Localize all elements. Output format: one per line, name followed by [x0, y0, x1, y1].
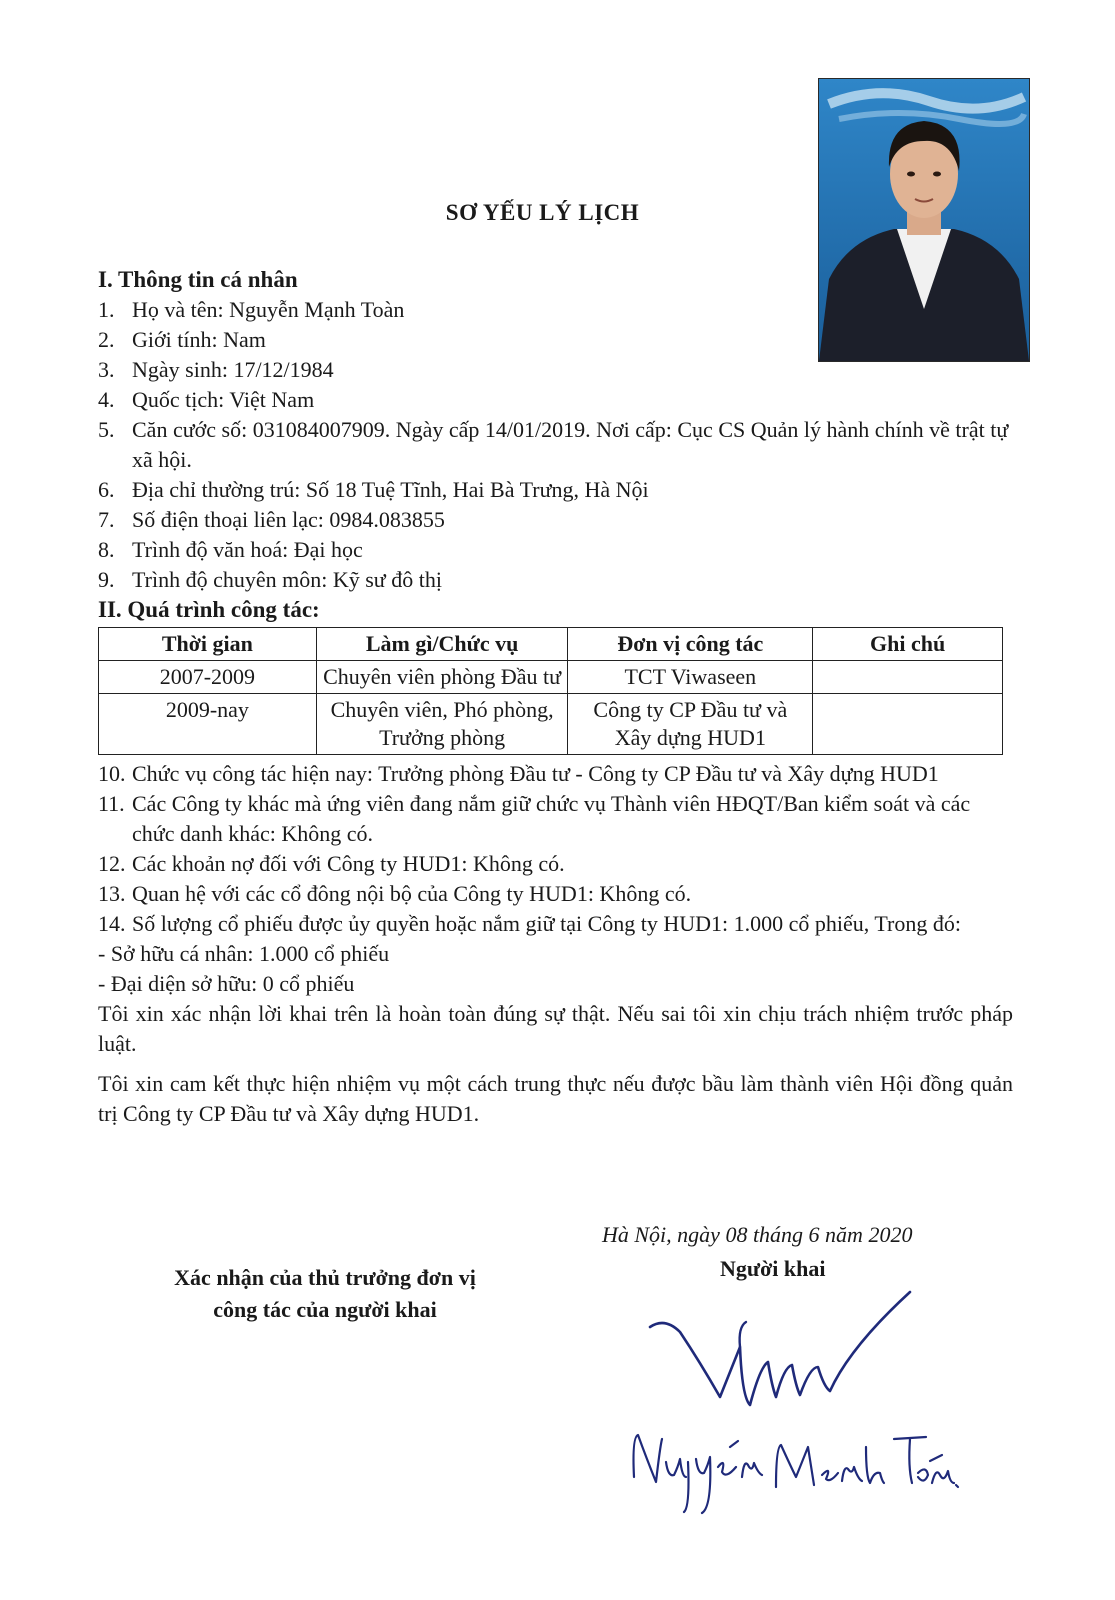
- table-header-row: [99, 628, 1003, 661]
- signature-section: [0, 1222, 1115, 1600]
- list-item: 4. Quốc tịch: Việt Nam: [98, 387, 315, 412]
- list-item: 6. Địa chỉ thường trú: Số 18 Tuệ Tĩnh, Hai Bà Trưng, Hà Nội: [98, 477, 649, 502]
- list-item: 13. Quan hệ với các cổ đông nội bộ của Công ty HUD1: Không có.: [98, 881, 692, 906]
- list-item: 14. Số lượng cổ phiếu được ủy quyền hoặc nắm giữ tại Công ty HUD1: 1.000 cổ phiếu, Trong đó:: [98, 911, 961, 936]
- list-item: 8. Trình độ văn hoá: Đại học: [98, 537, 363, 562]
- section-heading-work: II. Quá trình công tác:: [98, 597, 320, 622]
- declaration-paragraph: Tôi xin xác nhận lời khai trên là hoàn toàn đúng sự thật. Nếu sai tôi xin chịu trách nhiệm trước pháp luật.: [98, 1001, 1013, 1056]
- list-item: 3. Ngày sinh: 17/12/1984: [98, 357, 334, 382]
- list-item: 7. Số điện thoại liên lạc: 0984.083855: [98, 507, 445, 532]
- table-cell: 2009-nay: [99, 694, 317, 755]
- column-header: Đơn vị công tác: [568, 628, 813, 661]
- table-cell: 2007-2009: [99, 661, 317, 694]
- table-cell: Chuyên viên phòng Đầu tư: [316, 661, 568, 694]
- table-row: [99, 694, 1003, 755]
- confirmation-label: Xác nhận của thủ trưởng đơn vị công tác của người khai: [174, 1265, 476, 1322]
- table-cell: Công ty CP Đầu tư và Xây dựng HUD1: [568, 694, 813, 755]
- document-body: [98, 265, 1013, 1129]
- list-item: 1. Họ và tên: Nguyễn Mạnh Toàn: [98, 295, 1013, 325]
- column-header: Thời gian: [99, 628, 317, 661]
- section-heading-personal: I. Thông tin cá nhân: [98, 267, 298, 292]
- table-cell: TCT Viwaseen: [568, 661, 813, 694]
- table-row: [99, 661, 1003, 694]
- column-header: Làm gì/Chức vụ: [316, 628, 568, 661]
- document-title: SƠ YẾU LÝ LỊCH: [445, 200, 640, 225]
- list-item: 11. Các Công ty khác mà ứng viên đang nắm giữ chức vụ Thành viên HĐQT/Ban kiểm soát và các chức danh khác: Không có.: [98, 791, 971, 846]
- table-cell: [813, 661, 1003, 694]
- handwritten-name: [626, 1417, 966, 1517]
- full-name: Họ và tên: Nguyễn Mạnh Toàn: [132, 297, 405, 322]
- list-item: 10. Chức vụ công tác hiện nay: Trưởng phòng Đầu tư - Công ty CP Đầu tư và Xây dựng HUD1: [98, 761, 939, 786]
- share-sub-item: - Sở hữu cá nhân: 1.000 cổ phiếu: [98, 941, 390, 966]
- work-history-table: [98, 627, 1003, 755]
- list-item: 9. Trình độ chuyên môn: Kỹ sư đô thị: [98, 567, 442, 592]
- share-sub-item: - Đại diện sở hữu: 0 cổ phiếu: [98, 971, 355, 996]
- list-item: 5. Căn cước số: 031084007909. Ngày cấp 14/01/2019. Nơi cấp: Cục CS Quản lý hành chính về trật tự xã hội.: [98, 417, 1009, 472]
- signer-label: Người khai: [720, 1256, 826, 1281]
- list-item: 12. Các khoản nợ đối với Công ty HUD1: Không có.: [98, 851, 565, 876]
- table-cell: [813, 694, 1003, 755]
- list-item: 2. Giới tính: Nam: [98, 327, 266, 352]
- table-cell: Chuyên viên, Phó phòng, Trưởng phòng: [316, 694, 568, 755]
- commitment-paragraph: Tôi xin cam kết thực hiện nhiệm vụ một cách trung thực nếu được bầu làm thành viên Hội đồng quản trị Công ty CP Đầu tư và Xây dựng HUD1.: [98, 1071, 1013, 1126]
- date-line: Hà Nội, ngày 08 tháng 6 năm 2020: [602, 1222, 913, 1247]
- column-header: Ghi chú: [813, 628, 1003, 661]
